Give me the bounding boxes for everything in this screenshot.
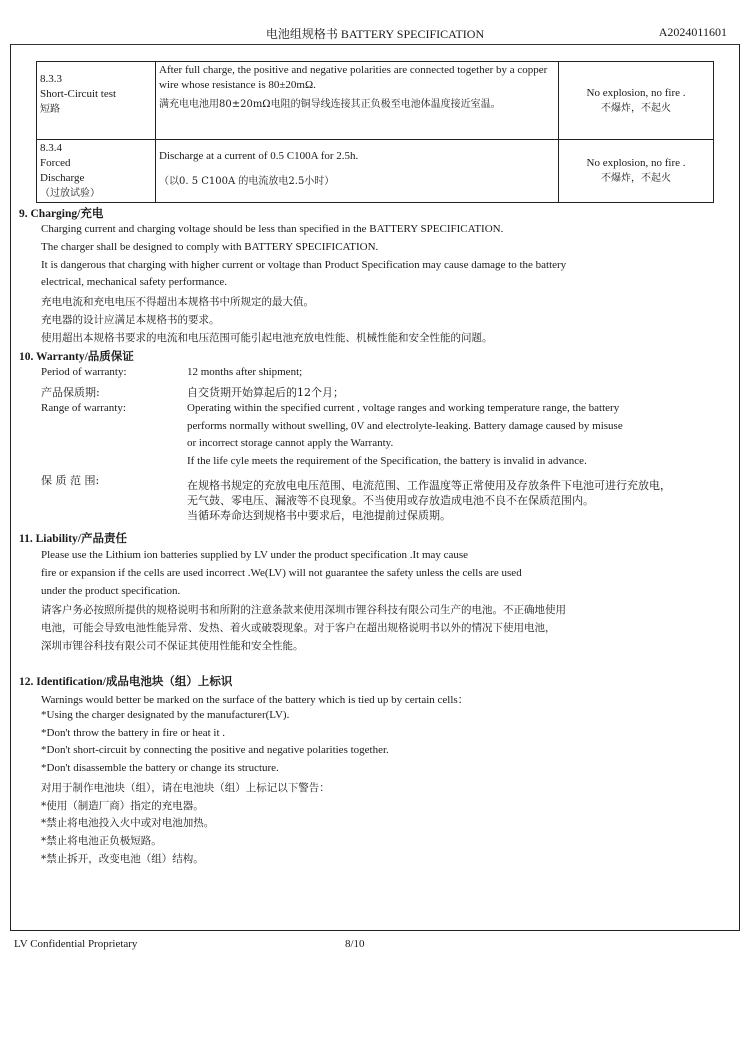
- range-line-cn: 当循环寿命达到规格书中要求后，电池提前过保质期。: [187, 509, 451, 522]
- section-heading-charging: 9. Charging/充电: [19, 208, 104, 220]
- test-description-cell: [156, 62, 559, 140]
- table-row: [37, 140, 714, 203]
- charging-line: It is dangerous that charging with higher current or voltage than Product Specification may cause damage to the battery: [41, 259, 567, 271]
- range-line-cn: 在规格书规定的充放电电压范围、电流范围、工作温度等正常使用及存放条件下电池可进行充放电，: [187, 479, 671, 492]
- test-result-cn: 不爆炸，不起火: [601, 102, 671, 114]
- liability-line: 电池，可能会导致电池性能异常、发热、着火或破裂现象。对于客户在超出规格说明书以外的情况下使用电池，: [41, 622, 556, 634]
- test-name-cn: （过放试验）: [40, 188, 100, 199]
- charging-line: 使用超出本规格书要求的电流和电压范围可能引起电池充放电性能、机械性能和安全性能的问题。: [41, 332, 493, 344]
- identification-line: 对用于制作电池块（组），请在电池块（组）上标记以下警告：: [41, 782, 330, 794]
- test-name-en: Short-Circuit test: [40, 88, 117, 100]
- test-name-cn: 短路: [40, 104, 60, 115]
- test-result-en: No explosion, no fire .: [586, 86, 686, 99]
- charging-line: Charging current and charging voltage should be less than specified in the BATTERY SPECIFICATION.: [41, 223, 504, 235]
- charging-line: electrical, mechanical safety performance.: [41, 276, 227, 288]
- liability-line: fire or expansion if the cells are used incorrect .We(LV) will not guarantee the safety unless the cells are used: [41, 567, 522, 579]
- test-name-en: Forced: [40, 157, 71, 169]
- charging-line: 充电电流和充电电压不得超出本规格书中所规定的最大值。: [41, 296, 314, 308]
- identification-line: *Using the charger designated by the manufacturer(LV).: [41, 709, 290, 721]
- test-code: 8.3.4: [40, 142, 62, 154]
- test-name-cell: [37, 140, 156, 203]
- identification-line: *禁止将电池正负极短路。: [41, 835, 162, 847]
- range-label-en: Range of warranty:: [41, 402, 126, 414]
- identification-line: Warnings would better be marked on the surface of the battery which is tied up by certain cells：: [41, 694, 469, 706]
- test-description-cn: 满充电电池用80±20mΩ电阻的铜导线连接其正负极至电池体温度接近室温。: [159, 99, 501, 110]
- period-value-en: 12 months after shipment;: [187, 366, 303, 378]
- section-heading-liability: 11. Liability/产品责任: [19, 533, 127, 545]
- test-code: 8.3.3: [40, 73, 62, 85]
- range-line-en: performs normally without swelling, 0V and electrolyte-leaking. Battery damage caused by misuse: [187, 420, 623, 432]
- charging-line: The charger shall be designed to comply with BATTERY SPECIFICATION.: [41, 241, 379, 253]
- range-label-cn: 保 质 范 围:: [41, 474, 100, 487]
- section-heading-identification: 12. Identification/成品电池块（组）上标识: [19, 676, 233, 688]
- test-description-en: After full charge, the positive and negative polarities are connected together by a copper wire whose resistance is 80±20mΩ.: [159, 64, 548, 91]
- identification-line: *使用（制造厂商）指定的充电器。: [41, 800, 204, 812]
- test-result-cell: [559, 62, 714, 140]
- test-table: [36, 61, 714, 203]
- identification-line: *Don't short-circuit by connecting the positive and negative polarities together.: [41, 744, 389, 756]
- period-label-cn: 产品保质期:: [41, 386, 100, 399]
- charging-line: 充电器的设计应满足本规格书的要求。: [41, 314, 220, 326]
- liability-line: 请客户务必按照所提供的规格说明书和所附的注意条款来使用深圳市锂谷科技有限公司生产的电池。不正确地使用: [41, 604, 566, 616]
- range-line-en: If the life cyle meets the requirement of the Specification, the battery is invalid in advance.: [187, 455, 587, 467]
- range-line-cn: 无气鼓、零电压、漏液等不良现象。不当使用或存放造成电池不良不在保质范围内。: [187, 494, 594, 507]
- liability-line: Please use the Lithium ion batteries supplied by LV under the product specification .It may cause: [41, 549, 469, 561]
- header-title: 电池组规格书 BATTERY SPECIFICATION: [265, 27, 485, 41]
- footer-confidential: LV Confidential Proprietary: [14, 938, 138, 950]
- period-label-en: Period of warranty:: [41, 366, 127, 378]
- range-line-en: or incorrect storage cannot apply the Warranty.: [187, 437, 394, 449]
- test-result-en: No explosion, no fire .: [586, 157, 686, 169]
- document-id: A2024011601: [658, 25, 727, 39]
- identification-line: *禁止拆开，改变电池（组）结构。: [41, 853, 204, 865]
- liability-line: under the product specification.: [41, 585, 181, 597]
- test-description-en: Discharge at a current of 0.5 C100A for 2.5h.: [159, 150, 359, 162]
- identification-line: *Don't disassemble the battery or change its structure.: [41, 762, 279, 774]
- page-number: 8/10: [345, 938, 365, 950]
- liability-line: 深圳市锂谷科技有限公司不保证其使用性能和安全性能。: [41, 640, 304, 652]
- section-heading-warranty: 10. Warranty/品质保证: [19, 351, 134, 363]
- range-line-en: Operating within the specified current , voltage ranges and working temperature range, the battery: [187, 402, 620, 414]
- period-value-cn: 自交货期开始算起后的12个月；: [187, 386, 344, 399]
- table-row: [37, 62, 714, 140]
- test-name-en-2: Discharge: [40, 172, 85, 184]
- test-result-cn: 不爆炸，不起火: [601, 173, 671, 184]
- test-result-cell: [559, 140, 714, 203]
- identification-line: *Don't throw the battery in fire or heat it .: [41, 727, 226, 739]
- identification-line: *禁止将电池投入火中或对电池加热。: [41, 817, 215, 829]
- test-description-cn: （以0. 5 C100A 的电流放电2.5小时）: [159, 176, 335, 187]
- test-description-cell: [156, 140, 559, 203]
- test-name-cell: [37, 62, 156, 140]
